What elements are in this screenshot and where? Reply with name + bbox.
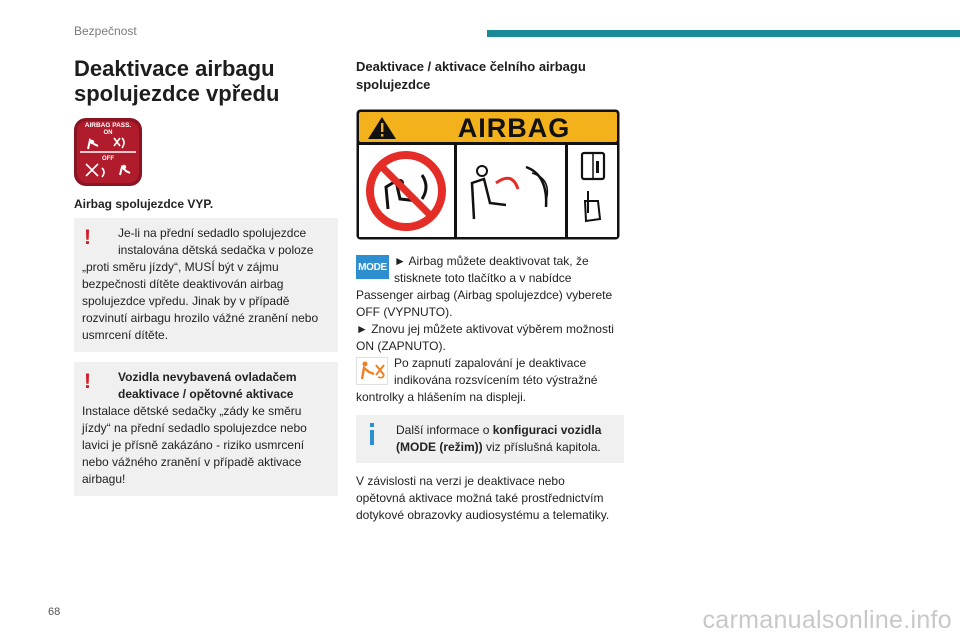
warning-line: bezpečnosti dítěte deaktivován airbag	[82, 277, 284, 291]
watermark: carmanualsonline.info	[702, 606, 952, 634]
icon-label-off: OFF	[102, 156, 114, 162]
warning-line: Je-li na přední sedadlo spolujezdce	[118, 226, 307, 240]
exclamation-icon: !	[84, 226, 91, 249]
paragraph-line: opětovná aktivace možná také prostřednictvím	[356, 491, 604, 505]
warning-box	[74, 218, 338, 352]
warning-line: usmrcení dítěte.	[82, 328, 169, 342]
warning-line: nebo vážného zranění v případě aktivace	[82, 455, 302, 469]
warning-line: rozvinutí airbagu hrozilo vážné zranění nebo	[82, 311, 319, 325]
warning-bold-line: Vozidla nevybavená ovladačem	[118, 370, 297, 384]
warning-bold-line: deaktivace / opětovné aktivace	[118, 387, 294, 401]
warning-line: instalována dětská sedačka v poloze	[118, 243, 314, 257]
subtitle-line: Deaktivace / aktivace čelního airbagu	[356, 59, 586, 74]
airbag-off-indicator-icon	[356, 357, 388, 385]
warning-line: lavici je přísně zakázáno - riziko usmrcení	[82, 438, 305, 452]
paragraph-line: ► Znovu jej můžete aktivovat výběrem možnosti	[356, 322, 614, 336]
header-accent-bar	[487, 30, 960, 37]
left-column	[74, 56, 338, 496]
paragraph-line: stisknete toto tlačítko a v nabídce	[394, 271, 572, 285]
info-icon	[368, 423, 376, 445]
warning-line: „proti směru jízdy“, MUSÍ být v zájmu	[82, 260, 279, 274]
mode-button-icon: MODE	[356, 255, 389, 279]
exclamation-icon: !	[84, 370, 91, 393]
airbag-passenger-status-icon	[74, 118, 142, 186]
airbag-warning-label	[356, 109, 620, 240]
icon-label-top: AIRBAG PASS.	[84, 122, 132, 129]
paragraph-line: Passenger airbag (Airbag spolujezdce) vyberete	[356, 288, 613, 302]
info-text: viz příslušná kapitola.	[482, 440, 601, 454]
warning-line: Instalace dětské sedačky „zády ke směru	[82, 404, 302, 418]
warning-line: airbagu!	[82, 472, 126, 486]
page-number: 68	[48, 606, 61, 618]
info-box	[356, 415, 624, 463]
title-line: Deaktivace airbagu	[74, 56, 275, 81]
paragraph-line: V závislosti na verzi je deaktivace nebo	[356, 474, 565, 488]
paragraph-line: dotykové obrazovky audiosystému a telematiky.	[356, 508, 610, 522]
warning-line: jízdy“ na přední sedadlo spolujezdce nebo	[82, 421, 307, 435]
closing-paragraph	[356, 473, 624, 524]
paragraph-line: indikována rozsvícením této výstražné	[394, 373, 598, 387]
section-subtitle	[356, 58, 624, 94]
warning-line: spolujezdce vpředu. Jinak by v případě	[82, 294, 290, 308]
section-title: Bezpečnost	[74, 24, 137, 38]
indicator-paragraph	[356, 355, 624, 406]
mode-paragraph	[356, 253, 624, 355]
middle-column	[356, 58, 624, 524]
subtitle-line: spolujezdce	[356, 77, 431, 92]
warning-box	[74, 362, 338, 496]
paragraph-line: ► Airbag můžete deaktivovat tak, že	[394, 254, 589, 268]
paragraph-line: OFF (VYPNUTO).	[356, 305, 453, 319]
info-bold-text: (MODE (režim))	[396, 440, 483, 454]
title-line: spolujezdce vpředu	[74, 81, 280, 106]
icon-label-on: ON	[103, 130, 113, 136]
paragraph-line: Po zapnutí zapalování je deaktivace	[394, 356, 587, 370]
paragraph-line: ON (ZAPNUTO).	[356, 339, 446, 353]
page-title	[74, 56, 338, 106]
info-text: Další informace o	[396, 423, 493, 437]
airbag-label-text: AIRBAG	[457, 113, 571, 143]
icon-caption: Airbag spolujezdce VYP.	[74, 197, 214, 211]
paragraph-line: kontrolky a hlášením na displeji.	[356, 390, 527, 404]
info-bold-text: konfiguraci vozidla	[492, 423, 602, 437]
